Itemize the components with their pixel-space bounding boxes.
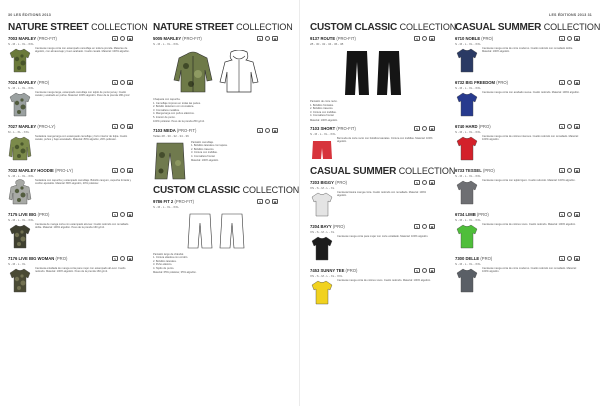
product-list [455, 36, 580, 300]
pack-icon: · [569, 81, 570, 85]
camo-pants-icon [153, 141, 187, 181]
right-page [300, 0, 600, 406]
size-icon: S [258, 37, 261, 41]
pack-icon: · [122, 125, 123, 129]
product-thumbnail [455, 46, 479, 74]
red-shorts-icon [311, 139, 333, 161]
product-icons [112, 168, 133, 173]
product-icons [112, 124, 133, 129]
product-entry [8, 212, 133, 256]
product-sizes: Tallas 28 - 30 - 32 - 34 - 36 [153, 133, 189, 138]
bullet-item: Pantalón de corte recto. [310, 100, 338, 103]
product-icons [257, 199, 278, 204]
product-description: Camiseta básica manga corta. Cuello redondo con remallado. Material: 100% algodón. [337, 191, 427, 198]
product-name: 6732 BIG FREEDOM (PRO) [455, 80, 509, 85]
box-icon: ▣ [128, 81, 132, 85]
box-icon: ▣ [430, 225, 434, 229]
product-icons [559, 80, 580, 85]
product-icons [414, 268, 435, 273]
bullet-item: 1. Bolsillos frontales. [310, 103, 334, 107]
bullet-item: 3. Puño elástico. [153, 263, 173, 266]
size-icon: S [415, 225, 418, 229]
bullet-item: 4. Cremallera frontal. [310, 114, 335, 117]
section-title: CUSTOM CLASSIC COLLECTION [153, 184, 300, 196]
product-name: 7204 BAYY (PRO) [310, 224, 345, 229]
size-icon: S [415, 181, 418, 185]
section-title: NATURE STREET COLLECTION [153, 22, 293, 33]
pack-icon: · [569, 169, 570, 173]
trousers-back-icon [219, 213, 245, 249]
product-sizes: S - M - L - XL - XXL [153, 42, 179, 46]
feature-product-trousers [153, 199, 278, 275]
size-icon: S [113, 213, 116, 217]
product-entry [455, 168, 580, 212]
size-icon: S [415, 127, 418, 131]
product-entry [310, 268, 435, 312]
box-icon: ▣ [575, 257, 579, 261]
product-sizes: XS - S - M - L - XL [310, 186, 335, 190]
camo-jacket-front-icon [173, 50, 213, 94]
product-icons [414, 126, 435, 131]
tshirt-icon [8, 47, 32, 73]
size-icon: S [560, 125, 563, 129]
tshirt-icon [455, 223, 479, 249]
pack-icon: · [424, 225, 425, 229]
product-description: Camiseta manga corta para mujer con corte entallado. Material: 100% algodón. [337, 235, 429, 238]
product-sizes: S - M - L - XL - XXL [8, 174, 34, 178]
product-thumbnail [455, 266, 479, 294]
product-icons [112, 36, 133, 41]
trousers-front-icon [187, 213, 213, 249]
product-entry [310, 180, 435, 224]
box-icon: ▣ [128, 169, 132, 173]
product-sizes: M - L - XL - XXL [8, 130, 30, 134]
product-entry [455, 36, 580, 80]
product-name: 9786 FIT 2 (PRO-FIT) [153, 198, 194, 204]
product-sizes: S - M - L - XL - XXL [455, 86, 481, 90]
product-list [8, 36, 133, 300]
feature-note: 100% poliéster. Peso de la prenda 250 g/m2. [153, 120, 205, 123]
bullet-item: 4. Manga larga con puños elásticos. [153, 112, 195, 115]
feature-product-route [310, 36, 435, 122]
box-icon: ▣ [273, 37, 277, 41]
product-icons [257, 128, 278, 133]
feature-bullets [153, 98, 278, 119]
product-description: Camiseta manga corta con estampado camuflaje en toda la prenda. Materias de algodón, con almacenaje y buen acabado. Cuello canalé. Material: 100% algodón. [35, 47, 130, 54]
product-name: 7300 DELLE (PRO) [455, 256, 493, 261]
product-sizes: S - M - L - XL - XXL [455, 130, 481, 134]
product-entry [455, 212, 580, 256]
column-casual-summer [455, 22, 600, 300]
product-name: 5005 MARLEY (PRO-FIT) [153, 36, 202, 41]
section-title: NATURE STREET COLLECTION [8, 22, 148, 33]
product-entry [8, 124, 133, 168]
product-entry [8, 168, 133, 212]
feature-note: Material: 100% algodón. [191, 159, 219, 162]
product-description: Sudadera con capucha y estampado camuflaje. Bolsillo canguro, capucha forrada y cordón ajustable. Material: 80% algodón, 20% poliéster. [35, 179, 132, 186]
product-entry [310, 224, 435, 268]
product-name: 7032 MARLEY HOODIE (PRO-LY) [8, 168, 74, 173]
tshirt-icon [310, 279, 334, 305]
product-name: 7175 LIVE BIG (PRO) [8, 212, 50, 217]
product-icons [559, 212, 580, 217]
size-icon: S [560, 257, 563, 261]
product-name: 6740 HARD (PRO) [455, 124, 491, 129]
tshirt-icon [455, 91, 479, 117]
product-sizes: S - M - L - XL - XXL [8, 42, 34, 46]
product-thumbnail [310, 278, 334, 306]
pack-icon: · [122, 169, 123, 173]
size-icon: S [560, 37, 563, 41]
bullet-item: 4. Cremallera frontal. [191, 154, 216, 158]
black-trousers-front-icon [344, 50, 370, 96]
product-sizes: S - M - L - XL - XXL [455, 42, 481, 46]
product-name: 7003 MARLEY (PRO-FIT) [8, 36, 57, 41]
pack-icon: · [424, 127, 425, 131]
bullet-item: 2. Bolsillos traseros. [191, 147, 215, 151]
product-thumbnail [8, 134, 32, 162]
product-icons [559, 256, 580, 261]
size-icon: S [113, 37, 116, 41]
bullet-item: 2. Bolsillo delantero con cremallera. [153, 105, 195, 108]
box-icon: ▣ [430, 127, 434, 131]
product-name: 6710 NOBLE (PRO) [455, 36, 494, 41]
size-icon: S [113, 257, 116, 261]
jacket-images [153, 50, 278, 94]
tshirt-icon [310, 235, 334, 261]
product-sizes: S - M - L - XL [8, 262, 26, 266]
pack-icon: · [424, 181, 425, 185]
product-thumbnail [310, 190, 334, 218]
bullet-item: 5. Interior de punto. [153, 115, 176, 119]
product-sizes: S - M - L - XL - XXL [153, 204, 179, 209]
pack-icon: · [267, 37, 268, 41]
product-icons [414, 36, 435, 41]
bullet-item: Pantalón camuflaje. [191, 140, 214, 144]
box-icon: ▣ [430, 269, 434, 273]
tshirt-icon [8, 267, 32, 293]
product-description: Sudadera manga larga con estampado camuflaje y forro interior de felpa. Cuello canalé, puños y bajo acanalado. Material: 80% algodón, 20% poliéster. [35, 135, 128, 142]
product-description: Camiseta manga corta de colores vivos. Cuello redondo. Material: 100% algodón. [482, 223, 576, 226]
product-description: Camiseta de manga corta con estampado all-over. Cuello redondo con remallado doble. Material: 100% algodón. Peso de la prenda 160 g/m2. [35, 223, 129, 230]
feature-product-pants [153, 128, 278, 181]
product-description: Camiseta manga corta de colores vivos. Cuello redondo. Material: 100% algodón. [337, 279, 431, 282]
product-description: Camiseta manga corta de corte moderno. Cuello redondo con remallado doble. Material: 100% algodón. [482, 47, 573, 54]
product-icons [559, 168, 580, 173]
box-icon: ▣ [128, 125, 132, 129]
product-sizes: S - M - L - XL - XXL [8, 218, 34, 222]
product-entry [8, 36, 133, 80]
running-header-right: LES ÉDITIONS 2013 31 [549, 13, 592, 17]
product-description: Camiseta manga corta con tejido ligero. Cuello redondo. Material: 100% algodón. [482, 179, 576, 182]
product-entry [8, 80, 133, 124]
product-name: 6734 LIMB (PRO) [455, 212, 489, 217]
bullet-item: 1. Camuflaje impreso en todas las partes. [153, 101, 201, 105]
product-name: 7453 SUNNY TEE (PRO) [310, 268, 358, 273]
bullet-item: 1. Cintura elástica con cordón. [153, 256, 189, 259]
product-thumbnail [455, 134, 479, 162]
size-icon: S [113, 81, 116, 85]
product-icons [559, 124, 580, 129]
feature-bullets [191, 141, 278, 159]
product-thumbnail [8, 46, 32, 74]
bullet-item: 3. Cintura con trabillas. [191, 151, 218, 154]
product-list [310, 180, 435, 312]
box-icon: ▣ [273, 199, 277, 204]
box-icon: ▣ [575, 213, 579, 217]
product-thumbnail [8, 90, 32, 118]
bullet-item: Chaqueta con capucha. [153, 98, 181, 101]
product-sizes: XS - S - M - L - XL - XXL [310, 274, 343, 278]
product-name: 7176 LIVE BIG WOMAN (PRO) [8, 256, 68, 261]
product-name: 7103 SHORT (PRO-FIT) [310, 126, 356, 131]
tshirt-icon [455, 179, 479, 205]
route-images [310, 50, 435, 96]
trousers-images [153, 213, 278, 249]
product-name: 7024 MARLEY (PRO) [8, 80, 50, 85]
product-entry [455, 80, 580, 124]
bullet-item: 2. Bolsillos traseros. [310, 107, 334, 110]
size-icon: S [113, 125, 116, 129]
pack-icon: · [569, 125, 570, 129]
product-entry [8, 256, 133, 300]
box-icon: ▣ [273, 128, 277, 133]
product-sizes: XS - S - M - L - XL [310, 230, 335, 234]
product-description: Camiseta manga corta de corte moderno. Cuello redondo con remallado. Material: 100% algodón. [482, 267, 577, 274]
box-icon: ▣ [575, 37, 579, 41]
feature-note: Material: 65% poliéster, 35% algodón. [153, 271, 197, 274]
feature-product-jacket [153, 36, 278, 124]
product-thumbnail [310, 136, 334, 164]
size-icon: S [258, 128, 261, 133]
running-header-left: 30 LES ÉDITIONS 2013 [8, 13, 51, 17]
size-icon: S [415, 37, 418, 41]
feature-bullets [310, 100, 435, 118]
column-nature-street-1 [8, 22, 148, 300]
size-icon: S [560, 81, 563, 85]
product-thumbnail [310, 234, 334, 262]
product-sizes: S - M - L - XL - XXL [455, 218, 481, 222]
product-entry [455, 256, 580, 300]
box-icon: ▣ [575, 125, 579, 129]
product-thumbnail [455, 222, 479, 250]
product-sizes: S - M - L - XL - XXL [8, 86, 34, 90]
bullet-item: 4. Tejido de punto. [153, 266, 175, 270]
pack-icon: · [424, 269, 425, 273]
product-description: Bermuda de corte recto con bolsillos laterales. Cintura con trabillas. Material: 100% algodón. [337, 137, 433, 144]
product-icons [112, 212, 133, 217]
product-thumbnail [455, 90, 479, 118]
black-trousers-back-icon [376, 50, 402, 96]
product-icons [414, 224, 435, 229]
product-name: 7103 MEDA (PRO-FIT) [153, 127, 197, 133]
feature-note: Material: 100% algodón. [310, 118, 338, 122]
box-icon: ▣ [128, 257, 132, 261]
pack-icon: · [569, 213, 570, 217]
product-thumbnail [8, 222, 32, 250]
product-icons [112, 256, 133, 261]
section-title: CUSTOM CLASSIC COLLECTION [310, 22, 457, 33]
product-thumbnail [8, 266, 32, 294]
product-sizes: S - M - L - XL - XXL [310, 132, 336, 136]
product-thumbnail [8, 178, 32, 206]
bullet-item: 2. Bolsillos laterales. [153, 259, 177, 263]
column-nature-street-2 [153, 22, 300, 275]
product-description: Camiseta manga corta con acabado suave. Cuello redondo. Material: 100% algodón. [482, 91, 580, 94]
product-description: Camiseta manga larga, estampado camuflaje con tejido de punto jersey. Cuello canalé y acabado en puños. Material: 100% algodón. Peso de la prenda 180 g/m2. [35, 91, 131, 98]
pack-icon: · [267, 199, 268, 204]
pack-icon: · [122, 213, 123, 217]
section-title: CASUAL SUMMER COLLECTION [310, 166, 456, 177]
size-icon: S [113, 169, 116, 173]
pack-icon: · [267, 128, 268, 133]
box-icon: ▣ [575, 169, 579, 173]
product-description: Camiseta entallada de manga corta para mujer con estampado all-over. Cuello redondo. Material: 100% algodón. Peso de la prenda 160 g/m2. [35, 267, 126, 274]
tshirt-icon [455, 135, 479, 161]
size-icon: S [560, 213, 563, 217]
section-title: CASUAL SUMMER COLLECTION [455, 22, 600, 33]
product-name: 9137 ROUTE (PRO-FIT) [310, 36, 356, 41]
tshirt-icon [8, 223, 32, 249]
tshirt-icon [8, 91, 32, 117]
product-icons [112, 80, 133, 85]
product-sizes: 28 - 30 - 32 - 34 - 36 - 38 [310, 42, 344, 46]
product-entry [455, 124, 580, 168]
product-name: 7027 MARLEY (PRO-LY) [8, 124, 56, 129]
product-icons [414, 180, 435, 185]
tshirt-icon [455, 47, 479, 73]
product-description: Camiseta manga corta de colores intensos. Cuello redondo con remallado. Material: 100% algodón. [482, 135, 579, 142]
product-short [310, 126, 435, 166]
pack-icon: · [122, 37, 123, 41]
bullet-item: 3. Cintura con trabillas. [310, 110, 337, 114]
product-thumbnail [455, 178, 479, 206]
bullet-item: 1. Bolsillos laterales con tapeta. [191, 144, 228, 147]
pack-icon: · [424, 37, 425, 41]
feature-bullets [153, 253, 278, 271]
product-icons [559, 36, 580, 41]
sweatshirt-icon [8, 135, 32, 161]
tshirt-icon [310, 191, 334, 217]
box-icon: ▣ [575, 81, 579, 85]
pack-icon: · [569, 257, 570, 261]
product-icons [257, 36, 278, 41]
pack-icon: · [122, 257, 123, 261]
size-icon: S [560, 169, 563, 173]
product-sizes: S - M - L - XL - XXL [455, 174, 481, 178]
size-icon: S [258, 199, 261, 204]
tshirt-icon [455, 267, 479, 293]
hoodie-icon [8, 179, 32, 205]
box-icon: ▣ [430, 181, 434, 185]
box-icon: ▣ [128, 37, 132, 41]
product-sizes: S - M - L - XL - XXL [455, 262, 481, 266]
box-icon: ▣ [128, 213, 132, 217]
column-custom-classic [310, 22, 457, 312]
pack-icon: · [569, 37, 570, 41]
pack-icon: · [122, 81, 123, 85]
hooded-jacket-back-icon [219, 50, 259, 94]
box-icon: ▣ [430, 37, 434, 41]
size-icon: S [415, 269, 418, 273]
product-name: 6733 TESSEL (PRO) [455, 168, 495, 173]
bullet-item: 3. Cremallera metálica. [153, 108, 180, 112]
bullet-item: Pantalón largo de chándal. [153, 252, 184, 256]
product-name: 7203 BIGGY (PRO) [310, 180, 348, 185]
